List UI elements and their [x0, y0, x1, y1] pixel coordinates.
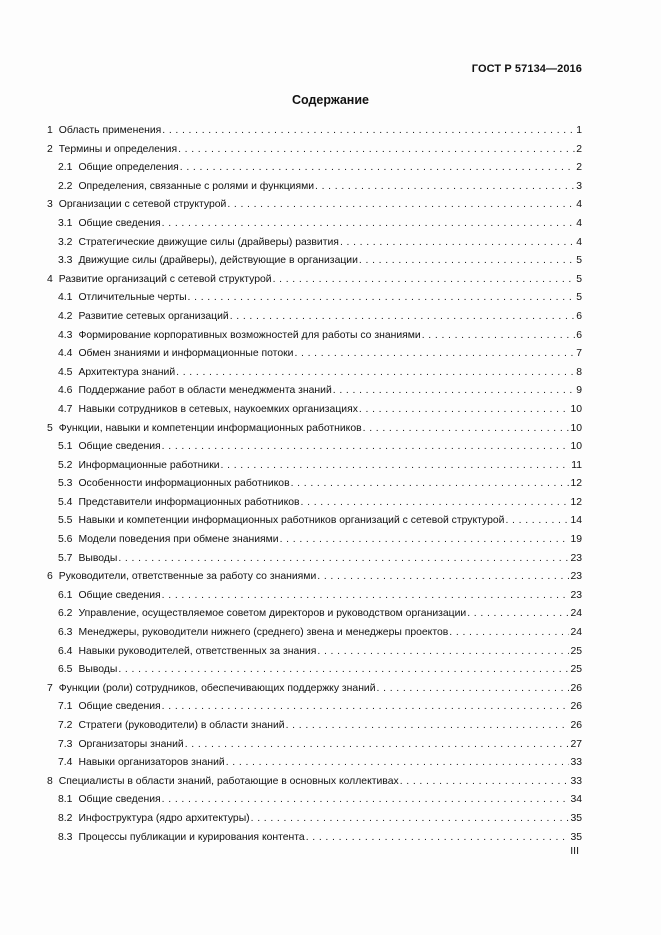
toc-entry-title: Поддержание работ в области менеджмента знаний: [78, 385, 332, 397]
toc-dot-leader: [221, 457, 571, 476]
toc-entry-page: 26: [570, 720, 582, 731]
toc-dot-leader: [273, 271, 576, 290]
toc-entry-page: 26: [570, 701, 582, 713]
toc-dot-leader: [359, 252, 575, 271]
toc-entry-title: Выводы: [78, 552, 118, 564]
toc-dot-leader: [185, 736, 570, 755]
toc-dot-leader: [180, 159, 575, 178]
toc-entry-page: 2: [576, 143, 582, 155]
toc-entry-title: Представители информационных работников: [78, 496, 300, 508]
toc-entry[interactable]: [47, 141, 582, 160]
toc-entry-title: Инфоструктура (ядро архитектуры): [78, 812, 250, 824]
toc-entry-page: 4: [576, 236, 582, 248]
toc-entry-number: 8.1: [58, 794, 73, 806]
toc-entry-number: 2.2: [58, 180, 73, 192]
toc-entry-number: 5.4: [58, 496, 73, 508]
toc-entry-number: 2: [47, 143, 53, 155]
toc-entry-title: Управление, осуществляемое советом директоров и руководством организации: [78, 608, 467, 620]
toc-entry-title: Организаторы знаний: [78, 738, 184, 750]
toc-entry-title: Стратегические движущие силы (драйверы) развития: [78, 236, 339, 248]
toc-entry-title: Общие определения: [78, 162, 179, 174]
toc-entry-title: Определения, связанные с ролями и функциями: [78, 180, 315, 192]
toc-dot-leader: [363, 420, 570, 439]
toc-entry-title: Развитие организаций с сетевой структурой: [58, 273, 272, 285]
toc-entry-page: 10: [570, 403, 582, 415]
toc-entry-title: Навыки организаторов знаний: [78, 757, 225, 769]
toc-entry-page: 25: [570, 664, 582, 676]
toc-entry[interactable]: [47, 438, 582, 457]
toc-entry-page: 6: [576, 329, 582, 341]
toc-dot-leader: [449, 624, 569, 643]
toc-entry-page: 7: [576, 348, 582, 360]
toc-entry-number: 3: [47, 199, 53, 211]
toc-entry-page: 23: [570, 571, 582, 583]
toc-entry-number: 7.3: [58, 738, 73, 750]
toc-dot-leader: [377, 680, 570, 699]
toc-entry[interactable]: [47, 401, 582, 420]
toc-dot-leader: [162, 122, 575, 141]
toc-entry-page: 8: [576, 366, 582, 378]
toc-entry-page: 23: [570, 552, 582, 564]
toc-entry-title: Движущие силы (драйверы), действующие в организации: [78, 255, 358, 267]
toc-dot-leader: [162, 587, 570, 606]
toc-entry[interactable]: [47, 754, 582, 773]
toc-entry-title: Модели поведения при обмене знаниями: [78, 534, 279, 546]
toc-entry-title: Специалисты в области знаний, работающие в основных коллективах: [58, 775, 399, 787]
toc-entry-page: 19: [570, 534, 582, 546]
toc-entry-title: Организации с сетевой структурой: [58, 199, 227, 211]
toc-entry-number: 3.2: [58, 236, 73, 248]
toc-entry[interactable]: [47, 327, 582, 346]
toc-entry-title: Область применения: [58, 125, 162, 136]
toc-entry-title: Общие сведения: [78, 217, 161, 229]
toc-entry-title: Стратеги (руководители) в области знаний: [78, 720, 285, 731]
toc-entry-page: 5: [576, 273, 582, 285]
toc-entry-number: 4.2: [58, 310, 73, 322]
toc-entry[interactable]: [47, 420, 582, 439]
toc-dot-leader: [286, 717, 570, 736]
toc-entry-number: 4.4: [58, 348, 73, 360]
toc-entry[interactable]: [47, 475, 582, 494]
toc-entry-number: 5.1: [58, 441, 73, 453]
toc-dot-leader: [226, 754, 570, 773]
toc-entry-title: Архитектура знаний: [78, 366, 176, 378]
toc-entry-number: 6.1: [58, 589, 73, 601]
toc-entry[interactable]: [47, 736, 582, 755]
toc-dot-leader: [333, 382, 575, 401]
toc-dot-leader: [162, 438, 570, 457]
toc-entry-title: Общие сведения: [78, 794, 161, 806]
toc-entry-number: 4.5: [58, 366, 73, 378]
toc-entry[interactable]: [47, 215, 582, 234]
toc-entry-number: 6.4: [58, 645, 73, 657]
toc-dot-leader: [162, 791, 570, 810]
toc-entry-title: Процессы публикации и курирования контента: [78, 831, 305, 843]
toc-entry-number: 3.3: [58, 255, 73, 267]
toc-entry-number: 5.6: [58, 534, 73, 546]
toc-entry[interactable]: [47, 122, 582, 141]
toc-entry-page: 26: [570, 682, 582, 694]
toc-entry[interactable]: [47, 512, 582, 531]
toc-entry-title: Отличительные черты: [78, 292, 187, 304]
toc-entry-page: 3: [576, 180, 582, 192]
toc-entry-page: 33: [570, 775, 582, 787]
toc-entry[interactable]: [47, 159, 582, 178]
table-of-contents: [47, 122, 582, 847]
toc-entry-title: Навыки руководителей, ответственных за знания: [78, 645, 317, 657]
toc-entry-page: 4: [576, 199, 582, 211]
toc-entry-page: 35: [570, 831, 582, 843]
toc-dot-leader: [162, 698, 570, 717]
toc-title: Содержание: [291, 93, 369, 107]
toc-entry-number: 2.1: [58, 162, 73, 174]
toc-entry-page: 6: [576, 310, 582, 322]
toc-entry-number: 5.2: [58, 459, 73, 471]
toc-entry-title: Навыки и компетенции информационных работников организаций с сетевой структурой: [78, 515, 505, 527]
toc-entry-page: 2: [576, 162, 582, 174]
toc-entry-title: Особенности информационных работников: [78, 478, 290, 490]
toc-entry-number: 4.1: [58, 292, 73, 304]
toc-entry-number: 6.5: [58, 664, 73, 676]
toc-dot-leader: [291, 475, 570, 494]
standard-designation: ГОСТ Р 57134—2016: [471, 63, 582, 75]
page-number: III: [570, 845, 579, 857]
toc-entry-number: 6.3: [58, 627, 73, 639]
toc-entry[interactable]: [47, 698, 582, 717]
toc-dot-leader: [178, 141, 575, 160]
toc-dot-leader: [227, 196, 575, 215]
toc-entry[interactable]: [47, 178, 582, 197]
toc-entry[interactable]: [47, 345, 582, 364]
toc-entry-title: Обмен знаниями и информационные потоки: [78, 348, 294, 360]
toc-entry-number: 4.3: [58, 329, 73, 341]
toc-entry[interactable]: [47, 550, 582, 569]
toc-entry-page: 24: [570, 608, 582, 620]
toc-entry[interactable]: [47, 717, 582, 736]
toc-dot-leader: [317, 568, 569, 587]
toc-dot-leader: [176, 364, 575, 383]
toc-entry-title: Руководители, ответственные за работу со знаниями: [58, 571, 317, 583]
toc-entry[interactable]: [47, 568, 582, 587]
toc-dot-leader: [301, 494, 570, 513]
toc-entry-title: Развитие сетевых организаций: [78, 310, 229, 322]
toc-entry-page: 10: [570, 422, 582, 434]
toc-dot-leader: [188, 289, 576, 308]
toc-entry-number: 1: [47, 125, 53, 136]
toc-entry-number: 8.2: [58, 812, 73, 824]
toc-entry-title: Информационные работники: [78, 459, 220, 471]
toc-entry[interactable]: [47, 364, 582, 383]
toc-entry-page: 5: [576, 255, 582, 267]
toc-entry-page: 11: [571, 459, 582, 471]
toc-entry-page: 35: [570, 812, 582, 824]
toc-entry[interactable]: [47, 196, 582, 215]
toc-entry[interactable]: [47, 271, 582, 290]
toc-entry-page: 27: [570, 738, 582, 750]
toc-dot-leader: [467, 605, 569, 624]
toc-entry-number: 8.3: [58, 831, 73, 843]
toc-dot-leader: [315, 178, 575, 197]
toc-dot-leader: [230, 308, 576, 327]
toc-entry-title: Формирование корпоративных возможностей для работы со знаниями: [78, 329, 421, 341]
toc-entry-number: 6.2: [58, 608, 73, 620]
toc-entry-number: 7.4: [58, 757, 73, 769]
toc-entry[interactable]: [47, 252, 582, 271]
toc-entry[interactable]: [47, 643, 582, 662]
toc-dot-leader: [422, 327, 575, 346]
toc-dot-leader: [317, 643, 569, 662]
toc-entry-number: 8: [47, 775, 53, 787]
toc-entry-page: 24: [570, 627, 582, 639]
toc-entry-title: Общие сведения: [78, 441, 161, 453]
toc-entry-number: 4.6: [58, 385, 73, 397]
toc-entry-page: 12: [570, 496, 582, 508]
toc-entry[interactable]: [47, 810, 582, 829]
toc-dot-leader: [294, 345, 575, 364]
toc-entry-number: 5: [47, 422, 53, 434]
toc-entry-title: Термины и определения: [58, 143, 178, 155]
toc-dot-leader: [118, 550, 569, 569]
toc-entry-number: 6: [47, 571, 53, 583]
toc-entry[interactable]: [47, 289, 582, 308]
toc-entry[interactable]: [47, 791, 582, 810]
toc-entry[interactable]: [47, 308, 582, 327]
toc-entry[interactable]: [47, 382, 582, 401]
toc-entry[interactable]: [47, 234, 582, 253]
toc-entry-page: 14: [570, 515, 582, 527]
toc-entry-number: 7.2: [58, 720, 73, 731]
toc-entry[interactable]: [47, 457, 582, 476]
toc-entry[interactable]: [47, 680, 582, 699]
toc-entry-page: 23: [570, 589, 582, 601]
toc-entry-number: 4.7: [58, 403, 73, 415]
toc-entry[interactable]: [47, 773, 582, 792]
toc-entry-title: Навыки сотрудников в сетевых, наукоемких организациях: [78, 403, 358, 415]
toc-entry-title: Общие сведения: [78, 701, 161, 713]
toc-entry[interactable]: [47, 661, 582, 680]
toc-entry-page: 12: [570, 478, 582, 490]
toc-entry[interactable]: [47, 624, 582, 643]
toc-entry-page: 34: [570, 794, 582, 806]
toc-dot-leader: [505, 512, 569, 531]
toc-dot-leader: [280, 531, 570, 550]
toc-entry-number: 5.3: [58, 478, 73, 490]
toc-dot-leader: [251, 810, 570, 829]
toc-dot-leader: [400, 773, 570, 792]
toc-entry-number: 4: [47, 273, 53, 285]
toc-dot-leader: [118, 661, 569, 680]
toc-dot-leader: [162, 215, 576, 234]
toc-dot-leader: [340, 234, 575, 253]
toc-entry-number: 7.1: [58, 701, 73, 713]
toc-entry-title: Общие сведения: [78, 589, 161, 601]
toc-entry-page: 10: [570, 441, 582, 453]
toc-entry[interactable]: [47, 531, 582, 550]
toc-entry[interactable]: [47, 494, 582, 513]
toc-entry-page: 5: [576, 292, 582, 304]
toc-entry-page: 9: [576, 385, 582, 397]
toc-entry[interactable]: [47, 587, 582, 606]
toc-entry-page: 33: [570, 757, 582, 769]
toc-entry[interactable]: [47, 829, 582, 848]
toc-entry-number: 3.1: [58, 217, 73, 229]
toc-entry-title: Функции, навыки и компетенции информационных работников: [58, 422, 362, 434]
toc-entry-number: 5.7: [58, 552, 73, 564]
toc-dot-leader: [306, 829, 570, 848]
toc-dot-leader: [359, 401, 570, 420]
toc-entry-title: Менеджеры, руководители нижнего (среднего) звена и менеджеры проектов: [78, 627, 449, 639]
toc-entry-page: 4: [576, 217, 582, 229]
toc-entry-page: 25: [570, 645, 582, 657]
toc-entry-number: 7: [47, 682, 53, 694]
toc-entry[interactable]: [47, 605, 582, 624]
toc-entry-title: Выводы: [78, 664, 118, 676]
toc-entry-page: 1: [576, 125, 582, 136]
toc-entry-number: 5.5: [58, 515, 73, 527]
toc-entry-title: Функции (роли) сотрудников, обеспечивающих поддержку знаний: [58, 682, 376, 694]
